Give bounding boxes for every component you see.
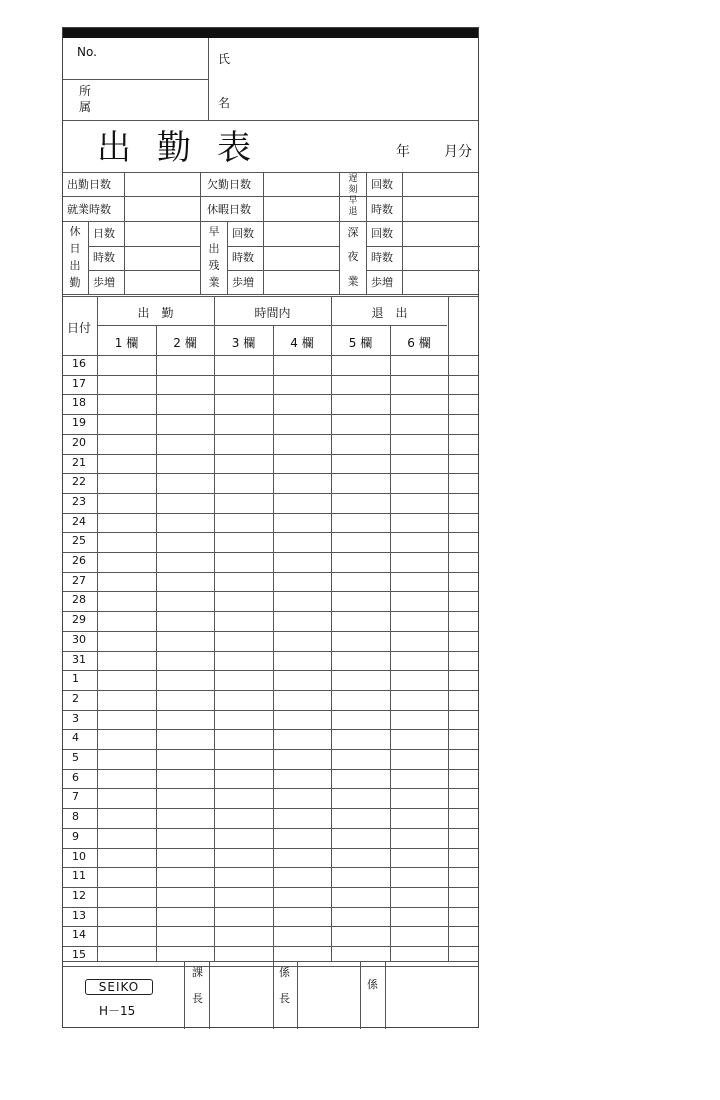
kyujitsu-hours: 時数: [93, 251, 115, 264]
chikoku-hours: 時数: [371, 203, 393, 216]
table-row-line: [63, 907, 478, 908]
table-row-line: [63, 670, 478, 671]
table-row-line: [63, 552, 478, 553]
kyujitsu-bonus: 歩増: [93, 276, 115, 289]
header-bottom-line: [63, 120, 478, 121]
table-row-line: [63, 887, 478, 888]
day-label: 15: [72, 948, 86, 961]
right-label-divider: [366, 172, 367, 294]
date-label: 日付: [67, 321, 92, 335]
day-label: 29: [72, 613, 86, 627]
chikoku-label-4: 退: [348, 207, 358, 217]
chikoku-count: 回数: [371, 178, 393, 191]
summary-line-2: [63, 196, 478, 197]
table-row-line: [63, 710, 478, 711]
hayade-label-1: 早: [208, 225, 220, 238]
footer-divider-3: [273, 961, 274, 1029]
chikoku-label-2: 刻: [348, 185, 358, 195]
day-label: 3: [72, 711, 79, 725]
day-label: 12: [72, 888, 86, 902]
table-row-line: [63, 532, 478, 533]
summary-top-line: [63, 172, 478, 173]
name-label-1: 氏: [218, 52, 231, 66]
top-black-band: [63, 28, 478, 38]
column-2-label: 2 欄: [173, 336, 197, 350]
table-row-line: [63, 828, 478, 829]
table-row-line: [63, 867, 478, 868]
table-row-line: [63, 926, 478, 927]
table-row-line: [63, 749, 478, 750]
day-label: 22: [72, 475, 86, 489]
table-row-line: [63, 394, 478, 395]
table-row-line: [63, 966, 478, 967]
table-row-line: [63, 591, 478, 592]
day-label: 21: [72, 455, 86, 469]
summary-val-a: [124, 172, 125, 294]
column-3-label: 3 欄: [231, 336, 256, 350]
footer-top-line: [63, 961, 478, 962]
hayade-label-3: 残: [208, 259, 220, 272]
kyujitsu-label-2: 日: [69, 242, 81, 255]
shinya-label-3: 業: [347, 275, 359, 288]
department-label-1: 所: [79, 84, 92, 98]
column-4-label: 4 欄: [290, 336, 314, 350]
day-label: 7: [72, 790, 79, 804]
table-row-line: [63, 690, 478, 691]
shinya-count: 回数: [371, 227, 393, 240]
day-label: 28: [72, 593, 86, 607]
table-row-line: [63, 808, 478, 809]
day-label: 27: [72, 573, 86, 587]
grid-vline-2: [214, 296, 215, 961]
chikoku-label-3: 早: [348, 196, 358, 206]
table-row-line: [63, 414, 478, 415]
table-row-line: [63, 513, 478, 514]
summary-sub-line-b: [227, 246, 339, 247]
table-row-line: [63, 454, 478, 455]
kacho-label-1: 課: [192, 966, 203, 979]
group-regular-hours: 時間内: [254, 306, 291, 320]
table-row-line: [63, 572, 478, 573]
table-row-line: [63, 493, 478, 494]
hayade-label-2: 出: [208, 242, 220, 255]
header-divider: [208, 38, 209, 120]
grid-header-bottom-line: [63, 355, 478, 356]
day-label: 11: [72, 869, 86, 883]
hayade-hours: 時数: [232, 251, 254, 264]
summary-sub-line-a: [88, 246, 200, 247]
day-label: 4: [72, 731, 79, 745]
summary-line-3: [63, 221, 478, 222]
header-no-divider: [63, 79, 208, 80]
kyujitsu-label-1: 休: [69, 225, 81, 238]
hayade-label-4: 業: [208, 276, 220, 289]
table-row-line: [63, 788, 478, 789]
table-row-line: [63, 946, 478, 947]
day-label: 1: [72, 672, 79, 686]
model-number: H－15: [99, 1004, 136, 1018]
name-label-2: 名: [218, 96, 231, 110]
summary-val-b: [263, 172, 264, 294]
summary-col-a: [200, 172, 201, 294]
table-row-line: [63, 769, 478, 770]
day-label: 17: [72, 376, 86, 390]
grid-vline-5: [390, 325, 391, 961]
work-days-label: 出勤日数: [67, 178, 111, 191]
day-label: 8: [72, 810, 79, 824]
footer-divider-6: [385, 961, 386, 1029]
day-label: 26: [72, 554, 86, 567]
table-row-line: [63, 729, 478, 730]
day-label: 13: [72, 908, 86, 922]
footer-divider-4: [297, 961, 298, 1029]
no-label: No.: [77, 45, 97, 59]
summary-sub-line-e: [227, 270, 339, 271]
kakari-label: 係: [367, 978, 378, 991]
footer-divider-2: [209, 961, 210, 1029]
work-hours-label: 就業時数: [67, 203, 111, 216]
grid-header-mid-line: [97, 325, 447, 326]
summary-sub-line-d: [88, 270, 200, 271]
grid-vline-6: [448, 296, 449, 961]
grid-vline-3: [273, 325, 274, 961]
summary-bottom-line-double: [63, 296, 478, 297]
day-label: 9: [72, 829, 79, 843]
kyujitsu-label-3: 出: [69, 259, 81, 272]
day-label: 18: [72, 396, 86, 410]
summary-val-c: [402, 172, 403, 294]
grid-vline-date: [97, 296, 98, 961]
month-label: 月分: [444, 144, 472, 160]
table-row-line: [63, 434, 478, 435]
day-label: 24: [72, 514, 86, 528]
kakaricho-label-2: 長: [279, 992, 290, 1005]
day-label: 6: [72, 770, 79, 784]
column-1-label: 1 欄: [114, 336, 139, 350]
kakaricho-label-1: 係: [279, 966, 290, 979]
table-row-line: [63, 375, 478, 376]
kyujitsu-divider: [88, 221, 89, 294]
kyujitsu-days: 日数: [93, 227, 115, 240]
summary-sub-line-f: [366, 270, 480, 271]
footer-divider-1: [184, 961, 185, 1029]
day-label: 30: [72, 632, 86, 646]
table-row-line: [63, 631, 478, 632]
day-label: 23: [72, 494, 86, 508]
column-6-label: 6 欄: [407, 336, 431, 350]
timecard: [62, 27, 479, 1028]
group-attendance: 出 勤: [137, 306, 174, 320]
shinya-label-1: 深: [347, 226, 359, 239]
day-label: 5: [72, 751, 79, 764]
grid-vline-4: [331, 296, 332, 961]
table-row-line: [63, 611, 478, 612]
day-label: 10: [72, 849, 86, 863]
table-row-line: [63, 651, 478, 652]
day-label: 19: [72, 416, 86, 430]
day-label: 20: [72, 435, 86, 449]
year-label: 年: [396, 144, 410, 160]
table-row-line: [63, 848, 478, 849]
chikoku-label-1: 遅: [348, 174, 358, 184]
summary-sub-line-c: [366, 246, 480, 247]
day-label: 25: [72, 534, 86, 548]
seiko-logo: SEIKO: [85, 979, 153, 995]
kacho-label-2: 長: [192, 992, 203, 1005]
hayade-bonus: 歩増: [232, 276, 254, 289]
shinya-label-2: 夜: [347, 250, 359, 263]
shinya-bonus: 歩増: [371, 276, 393, 289]
hayade-divider: [227, 221, 228, 294]
leave-days-label: 休暇日数: [207, 203, 251, 216]
day-label: 14: [72, 928, 86, 942]
absence-days-label: 欠勤日数: [207, 178, 251, 191]
grid-vline-1: [156, 325, 157, 961]
shinya-hours: 時数: [371, 251, 393, 264]
column-5-label: 5 欄: [348, 336, 373, 350]
day-label: 31: [72, 652, 86, 666]
summary-col-b: [339, 172, 340, 294]
department-label-2: 属: [79, 100, 92, 114]
summary-bottom-line: [63, 294, 478, 295]
group-leave: 退 出: [371, 306, 408, 320]
kyujitsu-label-4: 勤: [69, 276, 81, 289]
hayade-count: 回数: [232, 227, 254, 240]
page-title: 出勤表: [97, 128, 277, 168]
table-row-line: [63, 473, 478, 474]
day-label: 16: [72, 357, 86, 370]
day-label: 2: [72, 691, 79, 705]
footer-divider-5: [360, 961, 361, 1029]
